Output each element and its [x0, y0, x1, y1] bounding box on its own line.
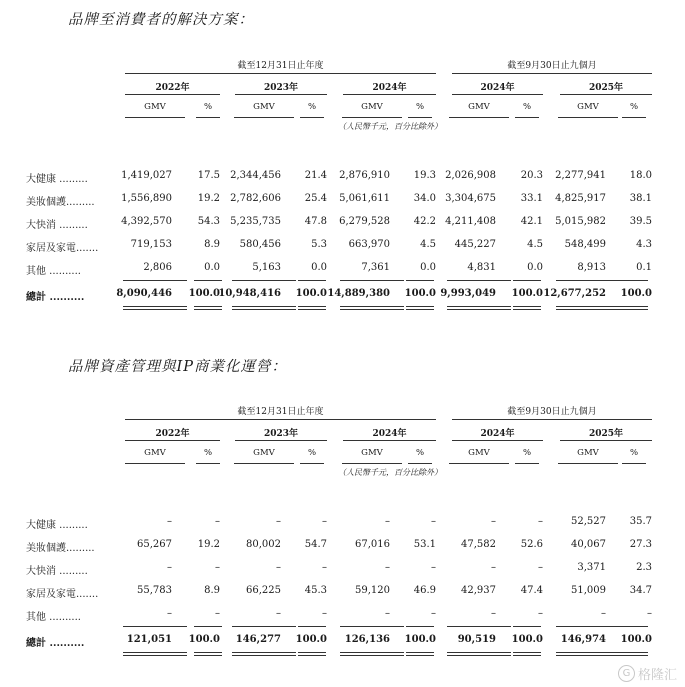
table-cell: 1,419,027	[121, 170, 172, 181]
total-double-rule-gmv	[447, 306, 511, 310]
col-rule-pct	[196, 117, 220, 118]
col-rule-gmv	[449, 463, 509, 464]
table-cell: 18.0	[629, 170, 652, 181]
col-header-pct: %	[522, 448, 532, 458]
col-header-pct: %	[307, 102, 317, 112]
year-rule	[560, 94, 652, 95]
table-cell: 4,825,917	[555, 193, 606, 204]
total-double-rule-pct	[513, 652, 541, 656]
table-cell: 19.2	[197, 193, 220, 204]
table-cell: –	[215, 516, 220, 527]
table-cell: –	[538, 608, 543, 619]
total-cell: 100.0	[295, 634, 327, 645]
row-label: 家居及家電.......	[26, 243, 99, 254]
period-header-9m: 截至9月30日止九個月	[507, 407, 597, 417]
col-header-pct: %	[415, 448, 425, 458]
col-rule-pct	[408, 117, 432, 118]
subtotal-rule-pct	[194, 280, 222, 281]
total-double-rule-gmv	[123, 306, 187, 310]
subtotal-rule-gmv	[340, 626, 404, 627]
table-cell: 0.0	[420, 262, 436, 273]
table-cell: 47,582	[461, 539, 496, 550]
table-cell: 59,120	[355, 585, 390, 596]
col-header-gmv: GMV	[144, 102, 166, 112]
total-cell: 126,136	[344, 634, 390, 645]
table-cell: –	[167, 516, 172, 527]
table-cell: 46.9	[413, 585, 436, 596]
col-rule-pct	[515, 463, 539, 464]
table-brand-asset-ip	[0, 398, 685, 678]
total-double-rule-gmv	[447, 652, 511, 656]
period-rule-9m	[452, 419, 652, 420]
table-cell: –	[385, 516, 390, 527]
table-cell: 2,782,606	[230, 193, 281, 204]
total-double-rule-gmv	[556, 652, 620, 656]
table-cell: 5,163	[252, 262, 281, 273]
subtotal-rule-pct	[194, 626, 222, 627]
col-header-gmv: GMV	[468, 448, 490, 458]
subtotal-rule-pct	[298, 280, 326, 281]
row-label: 其他 ..........	[26, 266, 81, 277]
table-cell: –	[601, 608, 606, 619]
total-cell: 100.0	[295, 288, 327, 299]
table-cell: 20.3	[520, 170, 543, 181]
total-label: 總計 ..........	[26, 638, 85, 649]
table-cell: –	[431, 516, 436, 527]
table-cell: 580,456	[239, 239, 281, 250]
table-cell: 8.9	[204, 239, 220, 250]
table-cell: –	[167, 608, 172, 619]
period-rule-fy	[125, 419, 436, 420]
table-cell: 45.3	[304, 585, 327, 596]
col-header-gmv: GMV	[577, 102, 599, 112]
table-cell: 47.8	[304, 216, 327, 227]
total-double-rule-gmv	[556, 306, 620, 310]
table-cell: 3,371	[577, 562, 606, 573]
total-cell: 100.0	[511, 288, 543, 299]
subtotal-rule-pct	[406, 280, 434, 281]
subtotal-rule-gmv	[447, 626, 511, 627]
subtotal-rule-gmv	[556, 280, 620, 281]
total-double-rule-pct	[298, 652, 326, 656]
subtotal-rule-pct	[298, 626, 326, 627]
table-cell: 5,015,982	[555, 216, 606, 227]
table-cell: 33.1	[520, 193, 543, 204]
table-cell: 3,304,675	[445, 193, 496, 204]
total-cell: 100.0	[188, 288, 220, 299]
subtotal-rule-gmv	[232, 626, 296, 627]
total-cell: 14,889,380	[327, 288, 390, 299]
col-rule-pct	[300, 117, 324, 118]
table-cell: 2,806	[143, 262, 172, 273]
col-rule-pct	[622, 117, 646, 118]
table-cell: 5,235,735	[230, 216, 281, 227]
col-header-gmv: GMV	[253, 102, 275, 112]
subtotal-rule-gmv	[556, 626, 620, 627]
table-cell: 34.7	[629, 585, 652, 596]
table-cell: 5,061,611	[339, 193, 390, 204]
year-rule	[235, 440, 327, 441]
table-cell: 4,211,408	[445, 216, 496, 227]
period-header-9m: 截至9月30日止九個月	[507, 61, 597, 71]
table-cell: –	[385, 562, 390, 573]
table-cell: 19.2	[197, 539, 220, 550]
table-cell: 4.5	[527, 239, 543, 250]
subtotal-rule-pct	[620, 626, 648, 627]
table-cell: –	[538, 516, 543, 527]
row-label: 大健康 .........	[26, 520, 88, 531]
row-label: 大快消 .........	[26, 220, 88, 231]
col-header-gmv: GMV	[468, 102, 490, 112]
col-header-gmv: GMV	[361, 448, 383, 458]
table-cell: 6,279,528	[339, 216, 390, 227]
table-cell: –	[322, 516, 327, 527]
table-cell: 4.3	[636, 239, 652, 250]
total-double-rule-gmv	[340, 652, 404, 656]
total-label: 總計 ..........	[26, 292, 85, 303]
table-cell: –	[491, 516, 496, 527]
total-double-rule-gmv	[232, 306, 296, 310]
table-cell: 38.1	[629, 193, 652, 204]
col-header-pct: %	[307, 448, 317, 458]
table-cell: 4,392,570	[121, 216, 172, 227]
col-header-pct: %	[415, 102, 425, 112]
table-cell: –	[215, 562, 220, 573]
col-rule-gmv	[449, 117, 509, 118]
total-cell: 146,277	[235, 634, 281, 645]
total-double-rule-pct	[620, 306, 648, 310]
col-rule-gmv	[234, 117, 294, 118]
subtotal-rule-pct	[406, 626, 434, 627]
subtotal-rule-pct	[513, 626, 541, 627]
year-rule	[125, 440, 220, 441]
table-brand-to-consumer	[0, 52, 685, 332]
year-header: 2022年	[155, 429, 190, 439]
year-header: 2025年	[588, 83, 624, 93]
section-title-brand-asset-ip: 品牌資產管理與IP商業化運營：	[68, 359, 287, 375]
table-cell: –	[276, 562, 281, 573]
col-rule-pct	[622, 463, 646, 464]
total-double-rule-pct	[194, 652, 222, 656]
total-cell: 100.0	[404, 634, 436, 645]
row-label: 美妝個護.........	[26, 543, 95, 554]
table-cell: 52,527	[571, 516, 606, 527]
total-double-rule-pct	[298, 306, 326, 310]
subtotal-rule-gmv	[123, 280, 187, 281]
table-cell: 2,277,941	[555, 170, 606, 181]
table-cell: –	[538, 562, 543, 573]
col-rule-gmv	[342, 117, 402, 118]
total-cell: 9,993,049	[440, 288, 496, 299]
row-label: 大快消 .........	[26, 566, 88, 577]
year-header: 2024年	[372, 429, 407, 439]
table-cell: –	[431, 608, 436, 619]
year-header: 2023年	[263, 429, 299, 439]
subtotal-rule-gmv	[340, 280, 404, 281]
table-cell: 548,499	[564, 239, 606, 250]
col-rule-pct	[408, 463, 432, 464]
table-cell: 663,970	[348, 239, 390, 250]
watermark-text: 格隆汇	[637, 668, 677, 683]
table-cell: 35.7	[629, 516, 652, 527]
col-header-gmv: GMV	[253, 448, 275, 458]
col-rule-gmv	[125, 117, 185, 118]
period-header-fy: 截至12月31日止年度	[237, 61, 324, 71]
section-title-brand-to-consumer: 品牌至消費者的解決方案：	[68, 12, 254, 28]
table-cell: 2.3	[636, 562, 652, 573]
table-cell: 17.5	[197, 170, 220, 181]
table-cell: 719,153	[130, 239, 172, 250]
total-cell: 10,948,416	[218, 288, 281, 299]
row-label: 美妝個護.........	[26, 197, 95, 208]
total-cell: 8,090,446	[116, 288, 172, 299]
table-cell: 4,831	[467, 262, 496, 273]
watermark	[618, 664, 677, 683]
table-cell: 51,009	[571, 585, 606, 596]
table-cell: –	[215, 608, 220, 619]
unit-note: （人民幣千元，百分比除外）	[338, 122, 442, 131]
table-cell: –	[647, 608, 652, 619]
year-header: 2024年	[480, 429, 515, 439]
table-cell: 34.0	[413, 193, 436, 204]
total-cell: 100.0	[511, 634, 543, 645]
year-header: 2024年	[372, 83, 407, 93]
col-rule-pct	[300, 463, 324, 464]
table-cell: 0.1	[636, 262, 652, 273]
table-cell: 47.4	[520, 585, 543, 596]
total-double-rule-pct	[406, 652, 434, 656]
table-cell: 42,937	[461, 585, 496, 596]
table-cell: –	[322, 608, 327, 619]
table-cell: 27.3	[629, 539, 652, 550]
col-rule-gmv	[234, 463, 294, 464]
table-cell: –	[322, 562, 327, 573]
table-cell: –	[167, 562, 172, 573]
table-cell: 65,267	[137, 539, 172, 550]
total-cell: 121,051	[126, 634, 172, 645]
total-cell: 100.0	[620, 288, 652, 299]
col-rule-gmv	[558, 117, 618, 118]
table-cell: 52.6	[520, 539, 543, 550]
unit-note: （人民幣千元，百分比除外）	[338, 468, 442, 477]
col-header-gmv: GMV	[577, 448, 599, 458]
table-cell: 25.4	[304, 193, 327, 204]
table-cell: 55,783	[137, 585, 172, 596]
table-cell: 2,876,910	[339, 170, 390, 181]
table-cell: 8.9	[204, 585, 220, 596]
table-cell: 21.4	[304, 170, 327, 181]
year-rule	[452, 440, 543, 441]
col-header-pct: %	[629, 448, 639, 458]
year-rule	[560, 440, 652, 441]
year-header: 2023年	[263, 83, 299, 93]
year-header: 2024年	[480, 83, 515, 93]
total-double-rule-gmv	[232, 652, 296, 656]
row-label: 家居及家電.......	[26, 589, 99, 600]
table-cell: 54.7	[304, 539, 327, 550]
col-header-pct: %	[629, 102, 639, 112]
col-rule-gmv	[342, 463, 402, 464]
total-cell: 100.0	[188, 634, 220, 645]
total-cell: 100.0	[620, 634, 652, 645]
col-rule-pct	[196, 463, 220, 464]
year-rule	[343, 440, 436, 441]
period-rule-9m	[452, 73, 652, 74]
table-cell: 0.0	[204, 262, 220, 273]
total-double-rule-pct	[406, 306, 434, 310]
subtotal-rule-gmv	[123, 626, 187, 627]
table-cell: 2,344,456	[230, 170, 281, 181]
table-cell: 67,016	[355, 539, 390, 550]
total-double-rule-gmv	[340, 306, 404, 310]
col-header-pct: %	[203, 448, 213, 458]
table-cell: 1,556,890	[121, 193, 172, 204]
col-rule-pct	[515, 117, 539, 118]
table-cell: –	[431, 562, 436, 573]
total-double-rule-pct	[194, 306, 222, 310]
subtotal-rule-pct	[513, 280, 541, 281]
table-cell: –	[491, 608, 496, 619]
total-double-rule-pct	[513, 306, 541, 310]
watermark-logo-icon: G	[618, 665, 635, 682]
table-cell: 42.1	[520, 216, 543, 227]
table-cell: 7,361	[361, 262, 390, 273]
col-header-gmv: GMV	[361, 102, 383, 112]
year-rule	[343, 94, 436, 95]
table-cell: –	[491, 562, 496, 573]
total-cell: 12,677,252	[543, 288, 606, 299]
table-cell: 5.3	[311, 239, 327, 250]
row-label: 大健康 .........	[26, 174, 88, 185]
table-cell: –	[276, 608, 281, 619]
year-header: 2025年	[588, 429, 624, 439]
table-cell: 40,067	[571, 539, 606, 550]
subtotal-rule-gmv	[232, 280, 296, 281]
table-cell: 53.1	[413, 539, 436, 550]
table-cell: 19.3	[413, 170, 436, 181]
table-cell: 42.2	[413, 216, 436, 227]
col-header-pct: %	[203, 102, 213, 112]
table-cell: 8,913	[577, 262, 606, 273]
subtotal-rule-pct	[620, 280, 648, 281]
col-rule-gmv	[125, 463, 185, 464]
table-cell: 39.5	[629, 216, 652, 227]
table-cell: 4.5	[420, 239, 436, 250]
year-header: 2022年	[155, 83, 190, 93]
col-header-pct: %	[522, 102, 532, 112]
row-label: 其他 ..........	[26, 612, 81, 623]
table-cell: –	[276, 516, 281, 527]
table-cell: 54.3	[197, 216, 220, 227]
table-cell: 66,225	[246, 585, 281, 596]
table-cell: 2,026,908	[445, 170, 496, 181]
table-cell: 445,227	[454, 239, 496, 250]
total-cell: 146,974	[560, 634, 606, 645]
total-cell: 90,519	[457, 634, 496, 645]
total-double-rule-gmv	[123, 652, 187, 656]
col-header-gmv: GMV	[144, 448, 166, 458]
table-cell: 80,002	[246, 539, 281, 550]
table-cell: 0.0	[311, 262, 327, 273]
table-cell: 0.0	[527, 262, 543, 273]
total-double-rule-pct	[620, 652, 648, 656]
col-rule-gmv	[558, 463, 618, 464]
table-cell: –	[385, 608, 390, 619]
total-cell: 100.0	[404, 288, 436, 299]
year-rule	[125, 94, 220, 95]
subtotal-rule-gmv	[447, 280, 511, 281]
year-rule	[452, 94, 543, 95]
period-header-fy: 截至12月31日止年度	[237, 407, 324, 417]
year-rule	[235, 94, 327, 95]
period-rule-fy	[125, 73, 436, 74]
